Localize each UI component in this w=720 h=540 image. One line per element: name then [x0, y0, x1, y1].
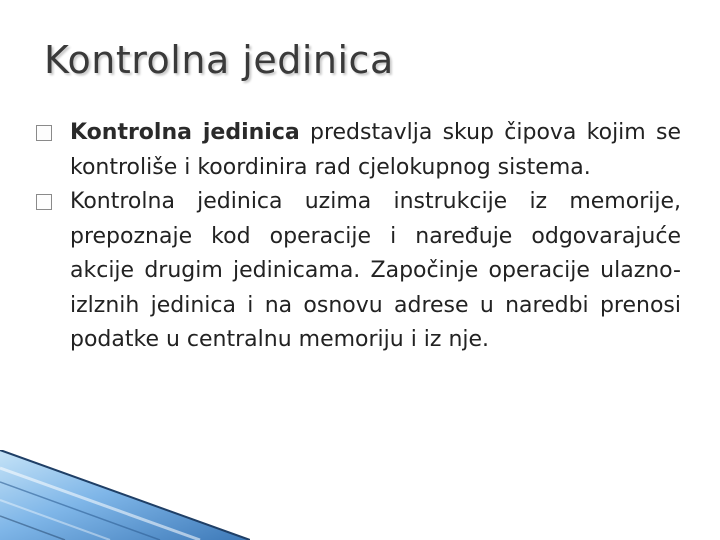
- corner-wave-decoration: [0, 450, 250, 540]
- bullet-term: Kontrolna jedinica: [70, 120, 300, 145]
- bullet-item: [36, 185, 681, 358]
- bullet-square-icon: [36, 194, 52, 210]
- bullet-text: predstavlja skup čipova kojim se kontroliše i koordinira rad cjelokupnog sistema.: [70, 120, 681, 180]
- bullet-item: [36, 116, 681, 185]
- slide-title: Kontrolna jedinica: [44, 38, 394, 82]
- bullet-text: Kontrolna jedinica uzima instrukcije iz memorije, prepoznaje kod operacije i naređuje odgovarajuće akcije drugim jedinicama. Započinje operacije ulazno-izlznih jedinica i na osnovu adrese u naredbi prenosi podatke u centralnu memoriju i iz nje.: [70, 189, 681, 352]
- bullet-list: [36, 116, 681, 358]
- bullet-square-icon: [36, 125, 52, 141]
